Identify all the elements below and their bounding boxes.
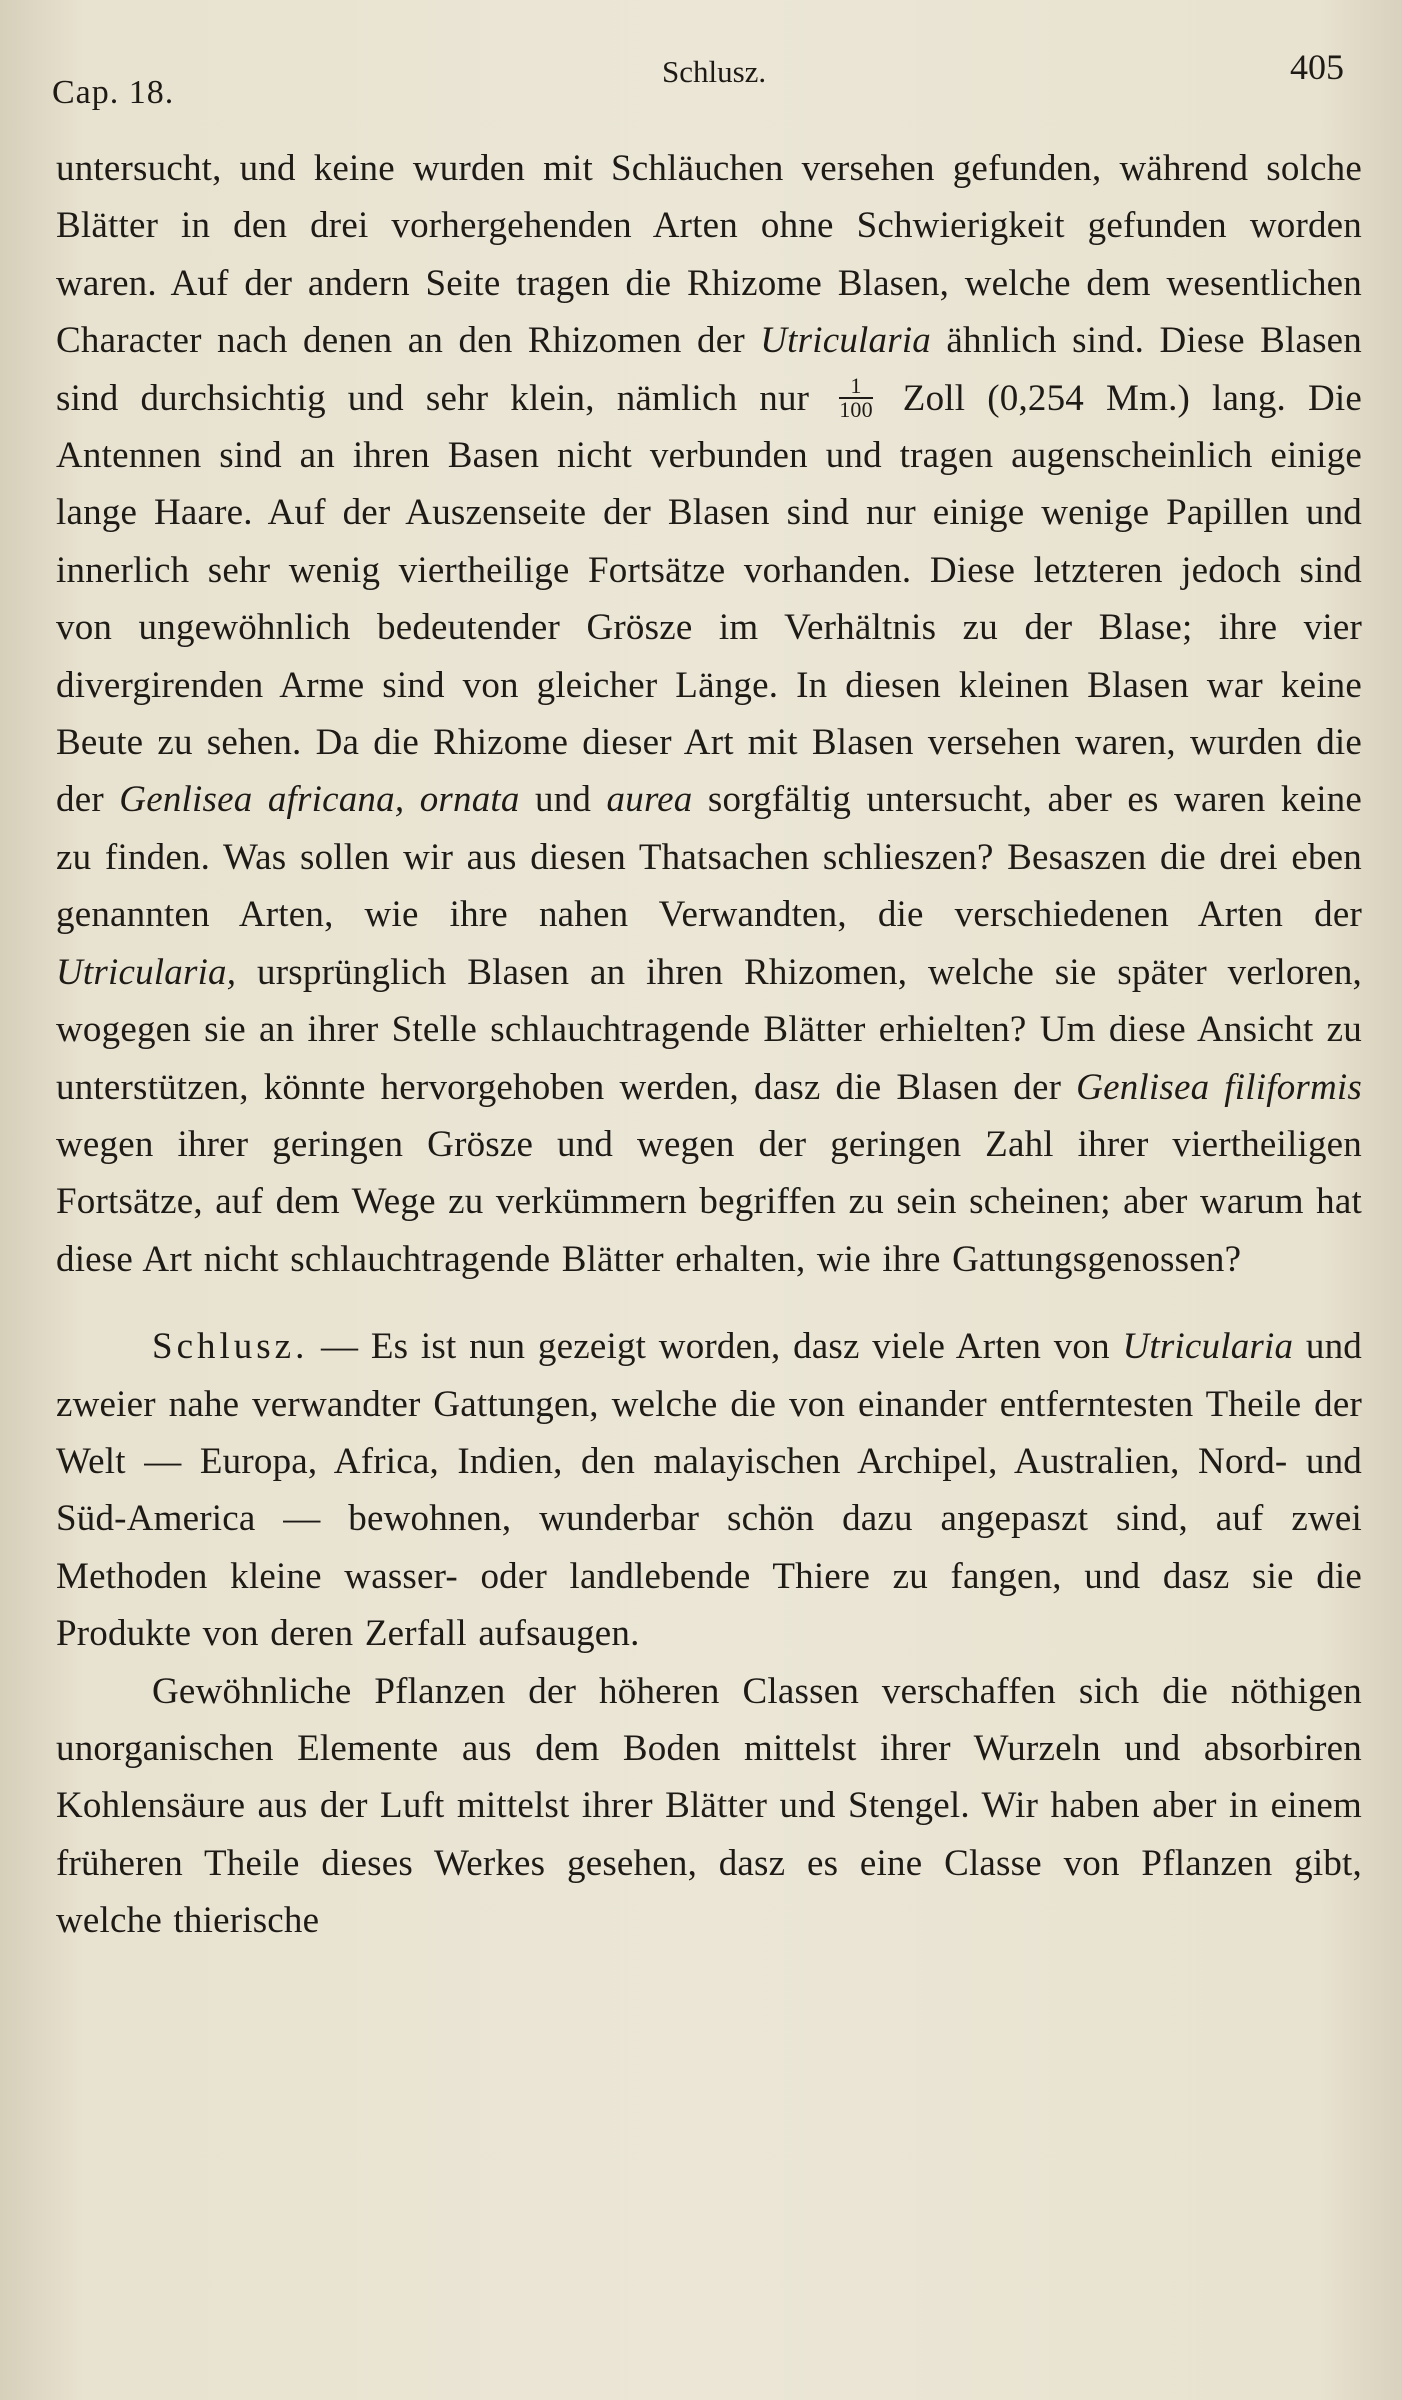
chapter-label: Cap. 18. (52, 74, 175, 111)
paragraph-continued: untersucht, und keine wurden mit Schläuchen versehen gefunden, während solche Blätter in den drei vorhergehenden Arten ohne Schwierigkeit gefunden worden waren. Auf der andern Seite tragen die Rhizome Blasen, welche dem wesentlichen Character nach denen an den Rhizomen der Utricularia ähnlich sind. Diese Blasen sind durchsichtig und sehr klein, nämlich nur $\frac{1}{100}$ Zoll (0,254 Mm.) lang. Die Antennen sind an ihren Basen nicht verbunden und tragen augenscheinlich einige lange Haare. Auf der Auszenseite der Blasen sind nur einige wenige Papillen und innerlich sehr wenig viertheilige Fortsätze vorhanden. Diese letzteren jedoch sind von ungewöhnlich bedeutender Grösze im Verhältnis zu der Blase; ihre vier divergirenden Arme sind von gleicher Länge. In diesen kleinen Blasen war keine Beute zu sehen. Da die Rhizome dieser Art mit Blasen versehen waren, wurden die der Genlisea africana, ornata und aurea sorgfältig untersucht, aber es waren keine zu finden. Was sollen wir aus diesen Thatsachen schlieszen? Besaszen die drei eben genannten Arten, wie ihre nahen Verwandten, die verschiedenen Arten der Utricularia, ursprünglich Blasen an ihren Rhizomen, welche sie später verloren, wogegen sie an ihrer Stelle schlauchtragende Blätter erhielten? Um diese Ansicht zu unterstützen, könnte hervorgehoben werden, dasz die Blasen der Genlisea filiformis wegen ihrer geringen Grösze und wegen der geringen Zahl ihrer viertheiligen Fortsätze, auf dem Wege zu verkümmern begriffen zu sein scheinen; aber warum hat diese Art nicht schlauchtragende Blätter erhalten, wie ihre Gattungsgenossen? (56, 148, 1362, 1280)
paragraph-conclusion: Schlusz. — Es ist nun gezeigt worden, dasz viele Arten von Utricularia und zweier nahe verwandter Gattungen, welche die von einander entferntesten Theile der Welt — Europa, Africa, Indien, den malayischen Archipel, Australien, Nord- und Süd-America — bewohnen, wunderbar schön dazu angepaszt sind, auf zwei Methoden kleine wasser- oder landlebende Thiere zu fangen, und dasz sie die Produkte von deren Zerfall aufsaugen. (56, 1326, 1362, 1655)
page-number: 405 (1290, 47, 1344, 87)
paragraph: Gewöhnliche Pflanzen der höheren Classen verschaffen sich die nöthigen unorganischen Elemente aus dem Boden mittelst ihrer Wurzeln und absorbiren Kohlensäure aus der Luft mittelst ihrer Blätter und Stengel. Wir haben aber in einem früheren Theile dieses Werkes gesehen, dasz es eine Classe von Pflanzen gibt, welche thierische (56, 1670, 1362, 1942)
page-header (52, 38, 1350, 111)
fraction: $\frac{1}{100}$ (839, 373, 873, 423)
body-text (56, 140, 1362, 1950)
running-title: Schlusz. (662, 54, 767, 89)
section-heading: Schlusz. (152, 1326, 309, 1368)
